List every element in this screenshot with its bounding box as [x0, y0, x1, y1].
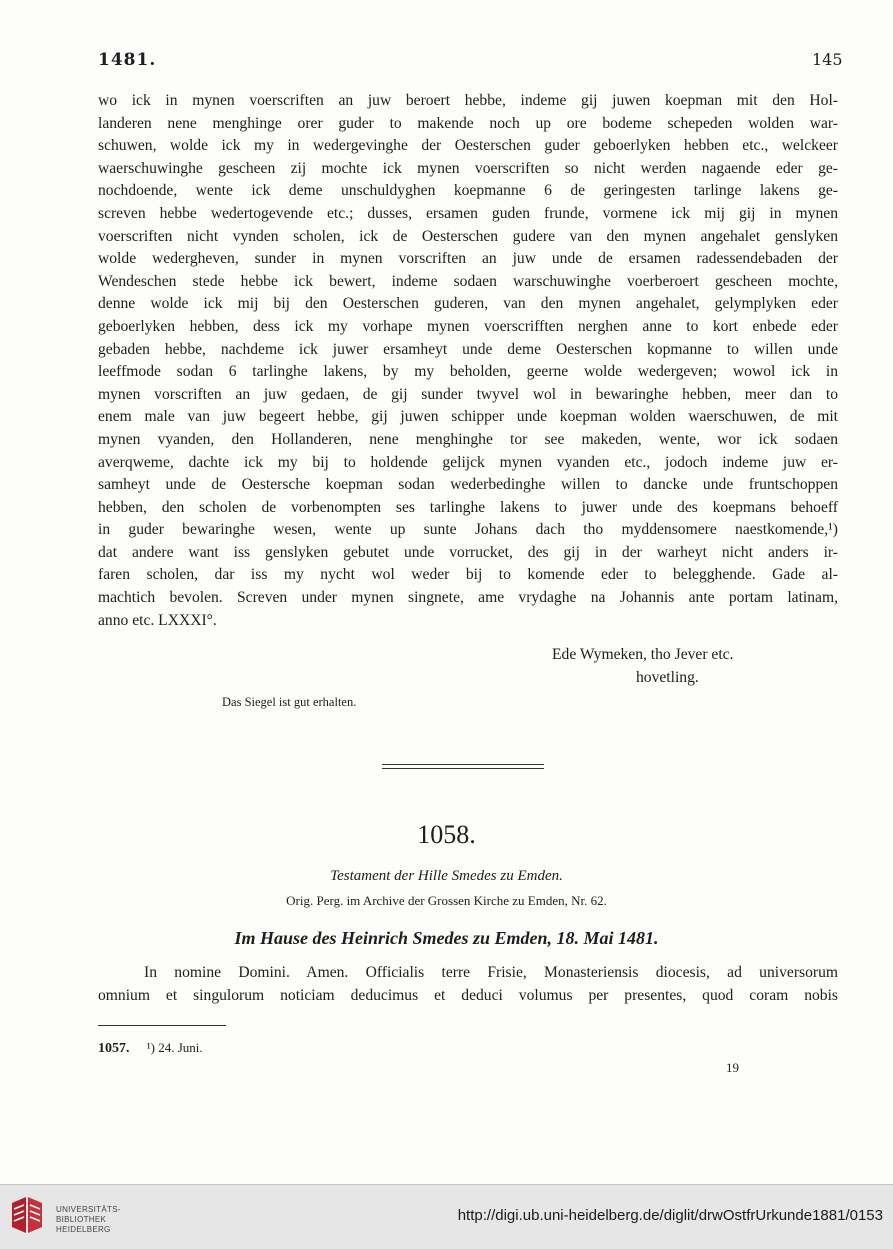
letter-line: anno etc. LXXXI°.	[98, 611, 217, 629]
letter-line: denne wolde ick mij bij den Oesterschen guderen, van den mynen angehalet, gelymplyken eder	[98, 295, 838, 313]
letter-line: nochdoende, wente ick deme unschuldyghen koepmanne 6 de geringesten tarlinge lakens ge-	[98, 182, 838, 200]
signature-name: Ede Wymeken, tho Jever etc.	[552, 646, 734, 663]
document-line: In nomine Domini. Amen. Officialis terre Frisie, Monasteriensis diocesis, ad universorum	[144, 964, 838, 981]
letter-line: wo ick in mynen voerscriften an juw beroert hebbe, indeme gij juwen koepman mit den Hol-	[98, 92, 838, 109]
library-logo-icon	[10, 1195, 44, 1235]
logo-line: HEIDELBERG	[56, 1225, 111, 1234]
letter-line: hebben, den scholen de vorbenompten ses tarlinghe lakens to juwer unde des koepmans behoeff	[98, 498, 838, 516]
footnote-number: 1057.	[98, 1041, 130, 1056]
letter-line: voerscriften nicht vynden scholen, ick de Oesterschen gudere van den mynen angehalet genslyken	[98, 227, 838, 245]
letter-line: averqweme, dachte ick my bij to holdende gelijck mynen vyanden etc., jodoch indeme juw er-	[98, 453, 838, 471]
logo-line: UNIVERSITÄTS-	[56, 1205, 121, 1214]
letter-line: in guder bewaringhe wesen, wente up sunte Johans dach tho myddensomere naestkomende,¹)	[98, 521, 838, 539]
letter-line: enem male van juw begeert hebbe, gij juwen schipper unde koepman wolden waerschuwen, de mit	[98, 408, 838, 426]
logo-line: BIBLIOTHEK	[56, 1215, 107, 1224]
letter-line: wolde wedergheven, sunder in mynen vorscriften an juw unde de ersamen radessendebaden der	[98, 250, 838, 268]
letter-line: mynen vorscriften an juw gedaen, de gij sunder twyvel wol in bewaringhe hebben, meer dan to	[98, 385, 838, 403]
letter-line: samheyt unde de Oestersche koepman sodan wederbedinghe willen to dancke unde fruntschoppen	[98, 476, 838, 494]
letter-line: mynen vyanden, den Hollanderen, nene menghinghe tor see makeden, wente, wor ick sodaen	[98, 430, 838, 448]
letter-line: dat andere want iss genslyken gebutet unde vorrucket, des gij in der warheyt nicht anders ir-	[98, 543, 838, 561]
letter-line: waerschuwinghe gescheen zij mochte ick mynen voerscriften so nicht werden nagaende eder ge-	[98, 159, 838, 177]
document-number: 1058.	[417, 820, 476, 849]
page-number: 145	[812, 50, 843, 69]
letter-line: gebaden hebbe, nachdeme ick juwer ersamheyt unde deme Oesterschen kopmanne to willen unde	[98, 340, 838, 358]
letter-line: machtich bevolen. Screven under mynen singnete, ame vrydaghe na Johannis ante portam latinam,	[98, 589, 838, 607]
letter-line: Wendeschen stede hebbe ick bewert, indeme sodaen warschuwinghe voerberoert gescheen mochte,	[98, 272, 838, 290]
document-source: Orig. Perg. im Archive der Grossen Kirche zu Emden, Nr. 62.	[286, 893, 607, 908]
signature-mark: 19	[726, 1060, 739, 1075]
letter-line: leeffmode sodan 6 tarlinghe lakens, by my beholden, geerne wolde wedergeven; wowol ick in	[98, 363, 838, 381]
letter-line: screven hebbe wedertogevende etc.; dusses, ersamen guden frunde, vormene ick mij gij in mynen	[98, 204, 838, 222]
letter-line: landeren nene menghinge orer guder to makende noch up ore bodeme schepeden wolden war-	[98, 114, 838, 132]
document-title: Testament der Hille Smedes zu Emden.	[330, 868, 563, 884]
letter-line: faren scholen, dar iss my nycht wol weder bij to komende eder to belegghende. Gade al-	[98, 566, 838, 584]
document-body	[98, 962, 838, 1007]
footnote	[98, 1040, 203, 1057]
seal-note: Das Siegel ist gut erhalten.	[222, 695, 357, 709]
viewer-footer	[0, 1184, 893, 1249]
library-logo[interactable]	[10, 1195, 150, 1239]
letter-line: schuwen, wolde ick my in wedergevinghe der Oesterschen guder geboerlyken hebben etc., welckeer	[98, 137, 838, 155]
permalink-url[interactable]: http://digi.ub.uni-heidelberg.de/diglit/drwOstfrUrkunde1881/0153	[457, 1207, 883, 1224]
document-place-date: Im Hause des Heinrich Smedes zu Emden, 18. Mai 1481.	[234, 928, 659, 948]
running-head-year: 1481.	[98, 50, 157, 70]
section-divider	[382, 764, 544, 769]
letter-line: geboerlyken hebben, dess ick my vorhape mynen voerscrifften nerghen anne to kort enbede eder	[98, 317, 838, 335]
letter-text	[98, 90, 838, 632]
footnote-rule	[98, 1025, 226, 1026]
footnote-text: ¹) 24. Juni.	[146, 1040, 203, 1055]
signature-title: hovetling.	[636, 669, 699, 686]
document-line: omnium et singulorum noticiam deducimus et deduci volumus per presentes, quod coram nobis	[98, 986, 838, 1004]
